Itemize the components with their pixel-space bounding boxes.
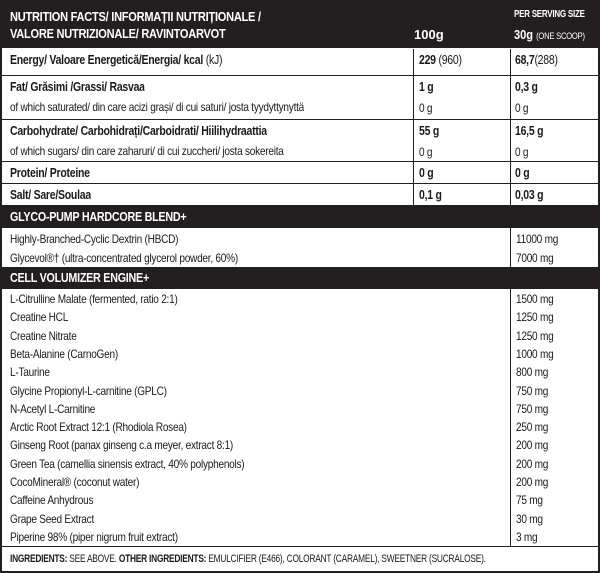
nutrient-sub-label: of which sugars/ din care zaharuri/ di cui zuccheri/ josta sokereita — [10, 144, 284, 158]
ingredient-name: Ginseng Root (panax ginseng c.a meyer, extract 8:1) — [10, 438, 234, 453]
nutrition-row — [2, 184, 598, 206]
column-100g: 100g — [414, 27, 444, 42]
ingredient-name: Glycine Propionyl-L-carnitine (GPLC) — [10, 383, 167, 398]
title-line-2: VALORE NUTRIZIONALE/ RAVINTOARVOT — [10, 26, 226, 41]
ingredient-name: CocoMineral® (coconut water) — [10, 475, 140, 489]
glyco-block — [2, 228, 598, 268]
ingredient-name: Green Tea (camellia sinensis extract, 40% polyphenols) — [10, 456, 245, 471]
ingredient-name: Grape Seed Extract — [10, 511, 94, 526]
sub-value-100g: 0 g — [419, 145, 433, 159]
ingredient-amount: 750 mg — [516, 383, 549, 398]
nutrient-label: Energy/ Valoare Energetică/Energia/ kcal (kJ) — [10, 53, 223, 67]
ingredient-amount: 1250 mg — [516, 310, 554, 325]
nutrition-row — [2, 49, 598, 76]
ingredient-name: Piperine 98% (piper nigrum fruit extract) — [10, 529, 178, 544]
ingredient-amount: 1500 mg — [516, 292, 554, 306]
value-serving: 0,03 g — [515, 188, 544, 202]
ingredient-amount: 3 mg — [516, 529, 538, 544]
ingredients-label: INGREDIENTS: — [10, 553, 68, 565]
value-100g: 0 g — [419, 166, 434, 180]
nutrition-row — [2, 162, 598, 184]
value-serving: 16,5 g — [515, 124, 544, 138]
sub-value-serving: 0 g — [515, 145, 529, 159]
ingredient-name: L-Taurine — [10, 365, 50, 380]
glyco-section-title: GLYCO-PUMP HARDCORE BLEND+ — [10, 210, 187, 224]
ingredients-text: SEE ABOVE. — [67, 553, 119, 565]
nutrient-label: Salt/ Sare/Soulaa — [10, 188, 91, 202]
column-serving-amount — [514, 27, 585, 42]
ingredient-amount: 11000 mg — [516, 232, 559, 246]
other-ingredients-label: OTHER INGREDIENTS: — [118, 553, 207, 565]
value-100g: 0,1 g — [419, 188, 442, 202]
nutrition-title — [10, 8, 261, 42]
ingredient-name: Creatine Nitrate — [10, 328, 77, 343]
value-100g: 229 (960) — [419, 53, 462, 67]
ingredient-amount: 75 mg — [516, 493, 543, 508]
glyco-section — [2, 206, 598, 228]
ingredient-amount: 800 mg — [516, 365, 549, 380]
cell-section — [2, 267, 598, 289]
serving-amount: 30g — [514, 27, 534, 42]
ingredient-name: N-Acetyl L-Carnitine — [10, 401, 96, 416]
ingredient-amount: 1000 mg — [516, 346, 554, 361]
column-serving-label: PER SERVING SIZE — [514, 9, 585, 20]
ingredient-name: Arctic Root Extract 12:1 (Rhodiola Rosea) — [10, 420, 187, 435]
ingredients-line — [2, 548, 598, 571]
ingredient-name: Caffeine Anhydrous — [10, 493, 94, 508]
cell-block — [2, 289, 598, 547]
sub-value-100g: 0 g — [419, 101, 433, 115]
nutrient-unit: (kJ) — [205, 53, 223, 67]
nutrient-label: Fat/ Grăsimi /Grassi/ Rasvaa — [10, 80, 145, 94]
serving-note: (ONE SCOOP) — [536, 31, 585, 41]
ingredient-name: Highly-Branched-Cyclic Dextrin (HBCD) — [10, 232, 179, 246]
sub-value-serving: 0 g — [515, 101, 529, 115]
nutrient-sub-label: of which saturated/ din care acizi grași/ di cui saturi/ josta tyydyttynyttä — [10, 100, 305, 114]
ingredient-amount: 7000 mg — [516, 251, 554, 265]
ingredient-amount: 200 mg — [516, 475, 549, 489]
title-line-1: NUTRITION FACTS/ INFORMAȚII NUTRIȚIONALE / — [10, 9, 261, 24]
ingredient-amount: 1250 mg — [516, 328, 554, 343]
ingredient-amount: 750 mg — [516, 401, 549, 416]
nutrition-header — [2, 2, 598, 48]
ingredient-amount: 200 mg — [516, 456, 549, 471]
value-serving: 0 g — [515, 166, 530, 180]
value-serving: 0,3 g — [515, 80, 538, 94]
nutrition-row — [2, 76, 598, 120]
value-serving: 68,7(288) — [515, 53, 558, 67]
ingredient-amount: 250 mg — [516, 420, 549, 435]
ingredient-name: Creatine HCL — [10, 310, 69, 325]
ingredient-amount: 200 mg — [516, 438, 549, 453]
ingredient-name: Glycevol®† (ultra-concentrated glycerol powder, 60%) — [10, 251, 238, 265]
value-100g: 1 g — [419, 80, 434, 94]
cell-section-title: CELL VOLUMIZER ENGINE+ — [10, 271, 149, 285]
ingredient-name: L-Citrulline Malate (fermented, ratio 2:1) — [10, 292, 178, 306]
nutrient-label: Protein/ Proteine — [10, 166, 90, 180]
ingredient-name: Beta-Alanine (CarnoGen) — [10, 346, 118, 361]
nutrition-row — [2, 120, 598, 162]
value-100g: 55 g — [419, 124, 440, 138]
ingredient-amount: 30 mg — [516, 511, 543, 526]
nutrient-label: Carbohydrate/ Carbohidrați/Carboidrati/ Hiilihydraattia — [10, 124, 267, 138]
other-ingredients-text: EMULCIFIER (E466), COLORANT (CARAMEL), SWEETNER (SUCRALOSE). — [206, 553, 486, 565]
